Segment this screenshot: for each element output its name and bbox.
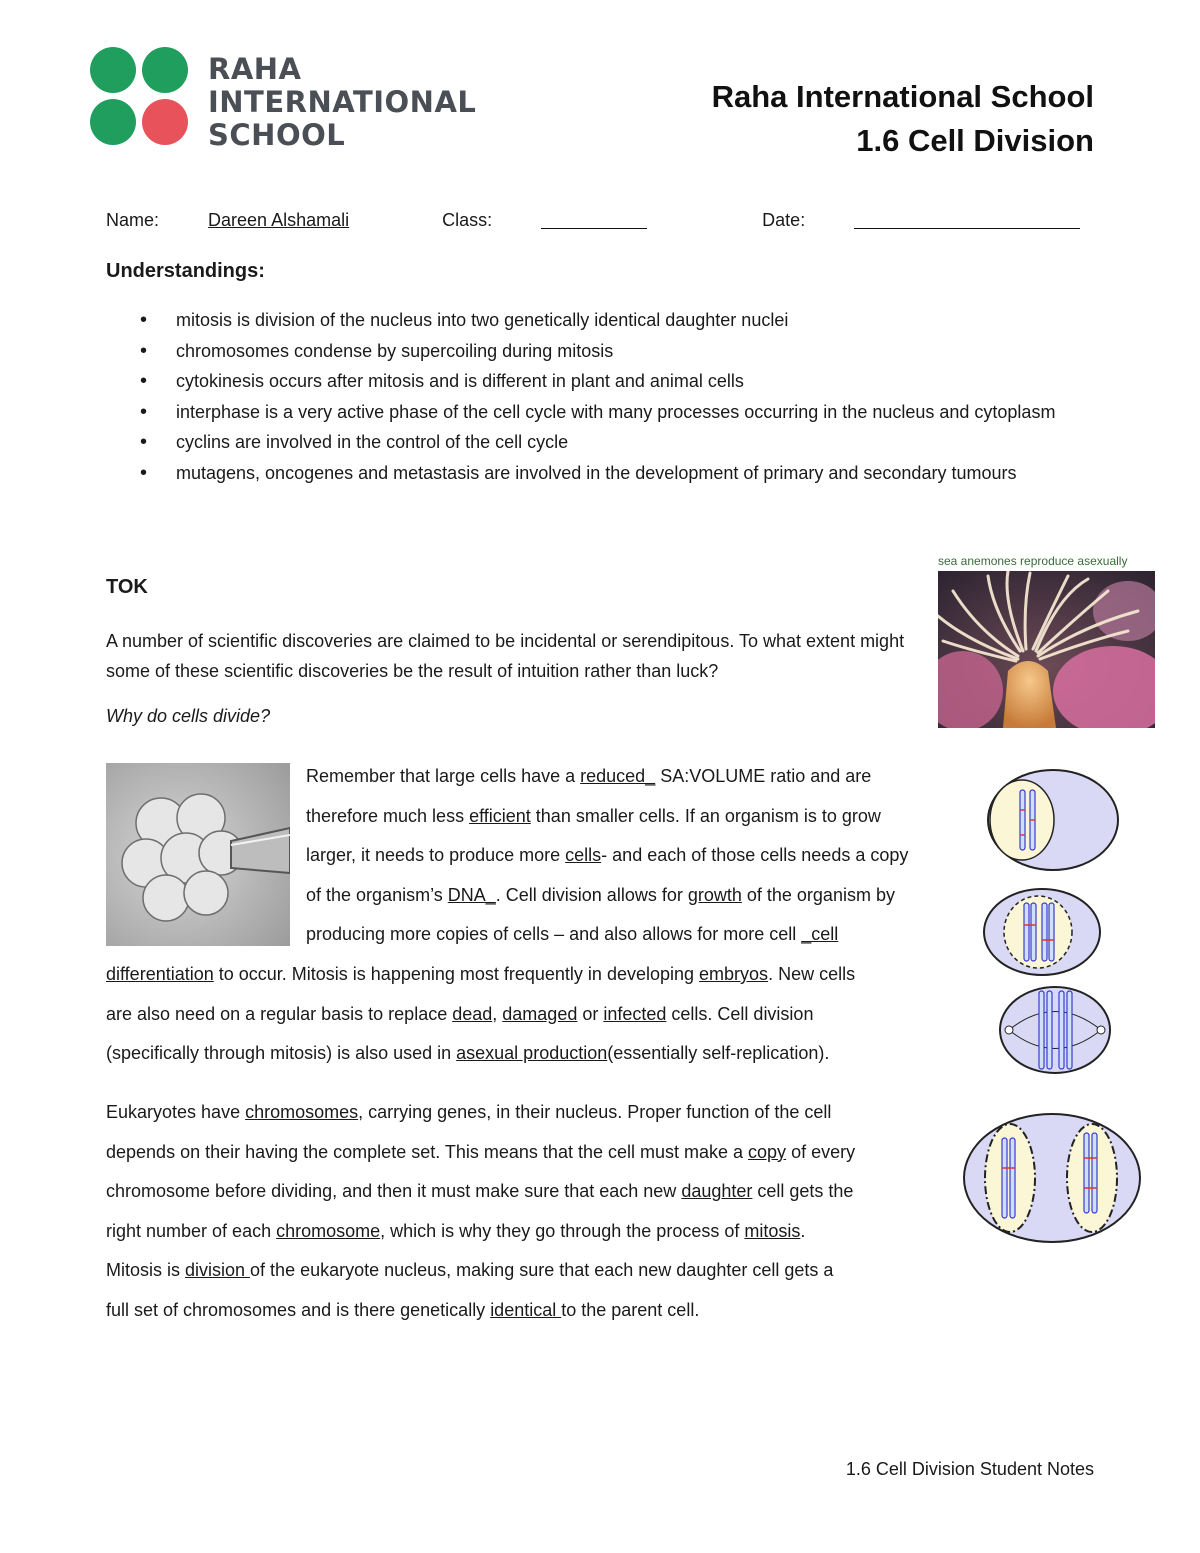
text-run: chromosome before dividing, and then it must make sure that each new (106, 1181, 682, 1202)
logo-word-2: INTERNATIONAL (208, 85, 477, 119)
list-item: • cyclins are involved in the control of the cell cycle (140, 427, 1070, 458)
text-run: producing more copies of cells – and also allows for more cell (306, 924, 802, 945)
text-run: to the parent cell. (561, 1299, 700, 1320)
sea-anemone-photo (938, 571, 1155, 728)
name-label: Name: (106, 210, 160, 230)
date-label: Date: (762, 210, 806, 230)
list-item: • interphase is a very active phase of the cell cycle with many processes occurring in the nucleus and cytoplasm (140, 397, 1070, 428)
text-run: of the organism’s (306, 884, 448, 905)
underlined-answer: division (185, 1260, 251, 1281)
text-run: of every (786, 1141, 856, 1162)
list-item: • cytokinesis occurs after mitosis and is different in plant and animal cells (140, 366, 1070, 397)
paragraph-why-divide (306, 757, 986, 955)
text-run: cells. Cell division (666, 1003, 814, 1024)
underlined-answer: cells (565, 845, 602, 866)
text-run: than smaller cells. If an organism is to grow (530, 805, 881, 826)
list-item: • chromosomes condense by supercoiling during mitosis (140, 336, 1070, 367)
underlined-answer: mitosis (744, 1220, 801, 1241)
underlined-answer: differentiation (106, 964, 214, 984)
underlined-answer: copy (748, 1141, 787, 1162)
text-run: Eukaryotes have (106, 1102, 246, 1122)
topic-title: 1.6 Cell Division (856, 123, 1094, 158)
text-run: SA:VOLUME ratio and are (655, 766, 872, 786)
page-footer: 1.6 Cell Division Student Notes (845, 1459, 1094, 1479)
student-info-line (106, 210, 1168, 231)
logo-dot-green-3 (90, 99, 136, 145)
list-item: • mitosis is division of the nucleus into two genetically identical daughter nuclei (140, 305, 1070, 336)
text-run: cell gets the (752, 1181, 854, 1202)
text-run: or (577, 1003, 604, 1024)
underlined-answer: daughter (681, 1181, 753, 1202)
underlined-answer: asexual production (456, 1043, 608, 1064)
text-run: , which is why they go through the process of (380, 1220, 745, 1241)
anaphase-cell-diagram (960, 1108, 1145, 1248)
underlined-answer: growth (687, 884, 742, 905)
list-item: • mutagens, oncogenes and metastasis are involved in the development of primary and secondary tumours (140, 458, 1070, 489)
underlined-answer: embryos (699, 964, 769, 984)
underlined-answer: _cell (801, 924, 839, 945)
underlined-answer: damaged (502, 1003, 578, 1024)
text-run: (specifically through mitosis) is also used in (106, 1043, 457, 1064)
name-value[interactable]: Dareen Alshamali (208, 210, 350, 230)
logo-dot-green-2 (142, 47, 188, 93)
prometaphase-cell-diagram (980, 885, 1105, 980)
paragraph-why-divide-continued (106, 955, 986, 1074)
paragraph-chromosomes (106, 1093, 956, 1331)
text-run: right number of each (106, 1220, 277, 1241)
underlined-answer: infected (603, 1003, 667, 1024)
text-run: depends on their having the complete set. This means that the cell must make a (106, 1141, 749, 1162)
text-run: Mitosis is (106, 1260, 186, 1281)
text-run: (essentially self-replication). (607, 1043, 830, 1064)
text-run: full set of chromosomes and is there genetically (106, 1299, 491, 1320)
underlined-answer: chromosome (276, 1220, 381, 1241)
prophase-cell-diagram (980, 765, 1125, 875)
underlined-answer: identical (490, 1299, 562, 1320)
text-run: . Cell division allows for (495, 884, 688, 905)
school-logo (88, 45, 508, 150)
underlined-answer: chromosomes (245, 1102, 359, 1122)
document-header (712, 75, 1094, 163)
text-run: . New cells (768, 964, 856, 984)
class-field[interactable] (541, 210, 647, 229)
class-label: Class: (442, 210, 493, 230)
underlined-answer: reduced_ (580, 766, 656, 786)
text-run: to occur. Mitosis is happening most frequently in developing (213, 964, 700, 984)
tok-heading: TOK (106, 576, 148, 598)
metaphase-cell-diagram (995, 983, 1115, 1078)
text-run: Remember that large cells have a (306, 766, 581, 786)
understandings-list (140, 305, 1070, 488)
tok-question: A number of scientific discoveries are claimed to be incidental or serendipitous. To what extent might some of these scientific discoveries be the result of intuition rather than luck? (106, 631, 905, 681)
logo-word-3: SCHOOL (208, 118, 346, 152)
underlined-answer: DNA_ (447, 884, 496, 905)
school-name: Raha International School (711, 79, 1094, 114)
logo-wordmark (208, 53, 476, 152)
logo-dot-green-1 (90, 47, 136, 93)
text-run: therefore much less (306, 805, 470, 826)
embryo-micrograph (106, 763, 290, 946)
text-run: . (800, 1220, 806, 1241)
logo-word-1: RAHA (208, 52, 302, 86)
text-run: of the organism by (741, 884, 895, 905)
date-field[interactable] (854, 210, 1080, 229)
text-run: , carrying genes, in their nucleus. Proper function of the cell (358, 1102, 832, 1122)
logo-dot-red (142, 99, 188, 145)
text-run: are also need on a regular basis to replace (106, 1003, 453, 1024)
understandings-heading: Understandings: (106, 260, 265, 282)
text-run: larger, it needs to produce more (306, 845, 566, 866)
underlined-answer: efficient (469, 805, 531, 826)
text-run: - and each of those cells needs a copy (601, 845, 909, 866)
text-run: of the eukaryote nucleus, making sure that each new daughter cell gets a (250, 1260, 834, 1281)
underlined-answer: dead (452, 1003, 493, 1024)
why-divide-heading: Why do cells divide? (106, 706, 271, 726)
photo-caption: sea anemones reproduce asexually (938, 554, 1128, 568)
text-run: , (492, 1003, 503, 1024)
